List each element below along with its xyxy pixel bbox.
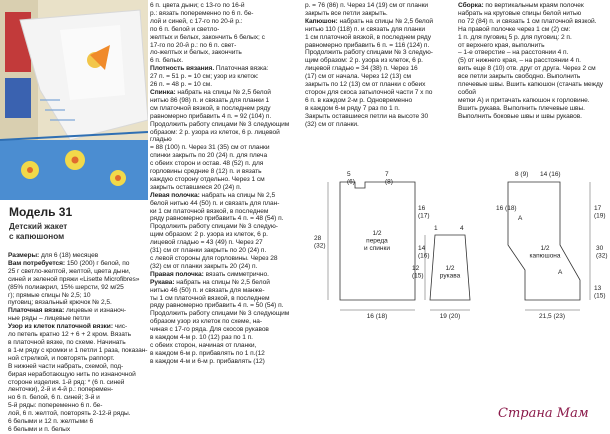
text-line bbox=[150, 176, 300, 184]
line-text: (5) от нижнего края, – на расстоянии 4 п. bbox=[458, 57, 581, 65]
line-text: чис- bbox=[112, 323, 128, 331]
line-text: Платочная вязка: bbox=[214, 65, 269, 73]
line-text: образом: 2 р. узора из клеток, 6 р. лицевой гладью bbox=[150, 128, 282, 144]
line-text: нитью 86 (98) п. и связать для планки 1 bbox=[150, 96, 270, 104]
line-text: равномерно прибавить 6 п. = 116 (124) п. bbox=[305, 41, 430, 49]
text-line bbox=[8, 307, 148, 315]
text-line bbox=[458, 73, 608, 81]
hood-width-label: 21,5 (23) bbox=[538, 313, 566, 320]
text-line bbox=[150, 152, 300, 160]
text-line bbox=[8, 339, 148, 347]
text-line bbox=[150, 129, 300, 145]
text-line bbox=[150, 34, 300, 42]
text-line bbox=[8, 299, 148, 307]
text-line bbox=[150, 2, 300, 10]
text-line bbox=[8, 268, 148, 276]
text-line bbox=[458, 42, 608, 50]
line-text: 26 п. = 48 р. = 10 см. bbox=[150, 81, 212, 89]
instructions-column-3 bbox=[305, 2, 450, 129]
section-heading: Спинка: bbox=[150, 88, 176, 96]
section-heading: Правая полочка: bbox=[150, 270, 204, 278]
line-text: равномерно прибавить 4 п. = 92 (104) п. bbox=[150, 112, 272, 120]
line-text: набрать на спицы № 2,5 bbox=[199, 191, 276, 199]
product-photo bbox=[0, 0, 148, 200]
line-text: стороне изделия. 1-й ряд: * (6 п. синей bbox=[8, 378, 125, 386]
line-text: ты 1 см платочной вязкой, в последнем bbox=[150, 294, 270, 302]
text-line bbox=[305, 65, 450, 73]
text-line bbox=[8, 284, 148, 292]
line-text: лой, 6 п. желтой, повторять 2-12-й ряды. bbox=[8, 410, 131, 418]
line-text: Продолжить работу спицами № 3 следую- bbox=[305, 49, 433, 57]
text-line bbox=[150, 160, 300, 168]
line-text: (31) см от планки закрыть по 20 (24) п. bbox=[150, 247, 267, 255]
hood-upper-height-label: 17 (19) bbox=[594, 205, 606, 220]
line-text: 6 п. цвета дыни; с 13-го по 16-й bbox=[150, 2, 245, 9]
back-upper-height-label: 16 (17) bbox=[418, 205, 430, 220]
section-heading: Капюшон: bbox=[305, 17, 338, 25]
text-line bbox=[150, 239, 300, 247]
neck-width-label: 5 (6) bbox=[347, 171, 355, 186]
sleeve-height-label: 12 (15) bbox=[412, 265, 424, 280]
sleeve-label: 1/2 рукава bbox=[439, 265, 461, 280]
text-line bbox=[305, 73, 450, 81]
text-line bbox=[150, 271, 300, 279]
text-line bbox=[150, 184, 300, 192]
back-width-label: 16 (18) bbox=[366, 313, 388, 320]
line-text: закрыть все петли закрыть. bbox=[305, 9, 388, 17]
text-line bbox=[305, 26, 450, 34]
line-text: (32) см от планки. bbox=[305, 120, 359, 128]
text-line bbox=[8, 426, 148, 434]
text-line bbox=[305, 81, 450, 89]
instructions-column-1 bbox=[8, 252, 148, 434]
line-text: ло петель кратно 12 + 6 + 2 кром. Вязать bbox=[8, 331, 132, 339]
hood-top-width-2-label: 14 (16) bbox=[540, 171, 561, 178]
text-line bbox=[150, 350, 300, 358]
section-heading: Платочная вязка: bbox=[8, 307, 65, 315]
line-text: ные ряды – лицевые петли bbox=[8, 315, 90, 323]
back-label: 1/2 переда и спинки bbox=[364, 230, 390, 252]
line-text: (85% полиакрил, 15% шерсти, 92 м/25 bbox=[8, 283, 124, 291]
text-line bbox=[305, 34, 450, 42]
line-text: в каждом 4-м р. 10 (12) раз по 1 п. bbox=[150, 334, 253, 342]
line-text: нитью 46 (50) п. и связать для манже- bbox=[150, 286, 265, 294]
line-text: ленточки), 2-й и 4-й р.: поперемен- bbox=[8, 386, 114, 394]
line-text: лицевой гладью = 34 (38) п. Через 16 bbox=[305, 65, 418, 73]
line-text: 6 п. в каждом 2-м р. Одновременно bbox=[305, 96, 413, 104]
text-line bbox=[150, 334, 300, 342]
line-text: На правой полочке через 1 см (2) см: bbox=[458, 25, 571, 33]
text-line bbox=[150, 113, 300, 121]
hood-mark-a: A bbox=[518, 215, 523, 222]
text-line bbox=[150, 65, 300, 73]
line-text: ки 1 см платочной вязкой, в последнем bbox=[150, 207, 269, 215]
line-text: ряду равномерно прибавить 4 п. = 50 (54) п. bbox=[150, 302, 284, 310]
text-line bbox=[150, 192, 300, 200]
text-line bbox=[305, 10, 450, 18]
hood-top-width-label: 8 (9) bbox=[515, 171, 529, 178]
text-line bbox=[8, 260, 148, 268]
line-text: набрать на спицы № 2,5 белой bbox=[337, 17, 434, 25]
line-text: в каждом 4-м и 6-м р. прибавлять (12) bbox=[150, 357, 265, 365]
model-subtitle: Детский жакет с капюшоном bbox=[9, 222, 68, 241]
line-text: р. = 76 (86) п. Через 14 (19) см от планки bbox=[305, 2, 429, 9]
hood-label: 1/2 капюшона bbox=[529, 245, 561, 260]
text-line bbox=[150, 247, 300, 255]
line-text: см платочной вязкой, в последнем ряду bbox=[150, 104, 271, 112]
text-line bbox=[150, 287, 300, 295]
back-lower-height-label: 14 (16) bbox=[418, 245, 430, 260]
section-heading: Сборка: bbox=[458, 2, 484, 9]
line-text: горловины средние 8 (12) п. и вязать bbox=[150, 168, 262, 176]
line-text: 5-й ряды: попеременно 6 п. бе- bbox=[8, 402, 103, 410]
text-line bbox=[150, 121, 300, 129]
text-line bbox=[305, 2, 450, 10]
line-text: с обеих сторон и остав. 48 (52) п. для bbox=[150, 160, 264, 168]
line-text: Продолжить работу спицами № 3 следующим bbox=[150, 310, 290, 318]
section-heading: Вам потребуется: bbox=[8, 259, 66, 267]
text-line bbox=[150, 318, 300, 326]
instructions-column-4 bbox=[458, 2, 608, 121]
section-heading: Рукава: bbox=[150, 278, 175, 286]
line-text: нитью 110 (118) п. и связать для планки bbox=[305, 25, 425, 33]
line-text: по 72 (84) п. и связать 1 см платочной вязкой. bbox=[458, 17, 597, 25]
line-text: но 6 п. белой, 6 п. синей; 3-й и bbox=[8, 394, 100, 402]
text-line bbox=[150, 10, 300, 18]
text-line bbox=[150, 73, 300, 81]
line-text: р.: вязать попеременно по 6 п. бе- bbox=[150, 9, 254, 17]
text-line bbox=[8, 323, 148, 331]
text-line bbox=[150, 57, 300, 65]
line-text: 1 см платочной вязкой, в последнем ряду bbox=[305, 33, 431, 41]
text-line bbox=[8, 355, 148, 363]
text-line bbox=[458, 113, 608, 121]
text-line bbox=[458, 26, 608, 34]
text-line bbox=[305, 18, 450, 26]
line-text: лой и синей, с 17-го по 20-й р.: bbox=[150, 17, 243, 25]
line-text: лицевые и изнаноч- bbox=[64, 307, 127, 315]
watermark-text: Страна Мам bbox=[498, 406, 589, 421]
line-text: г); прямые спицы № 2,5; 10 bbox=[8, 291, 91, 299]
line-text: чиная с 17-го ряда. Для скосов рукавов bbox=[150, 326, 269, 334]
line-text: белой нитью 44 (50) п. и связать для план- bbox=[150, 199, 280, 207]
line-text: в каждом 6-м ряду 7 раз по 1 п. bbox=[305, 104, 400, 112]
line-text: ряду равномерно прибавить 4 п. = 48 (54) п. bbox=[150, 215, 284, 223]
sleeve-width-label: 19 (20) bbox=[439, 313, 461, 320]
text-line bbox=[458, 18, 608, 26]
text-line bbox=[150, 279, 300, 287]
line-text: 17-го по 20-й р.: по 6 п. свет- bbox=[150, 41, 237, 49]
section-heading: Левая полочка: bbox=[150, 191, 200, 199]
line-text: 150 (200) г белой, по bbox=[65, 259, 130, 267]
hood-height-label: 30 (32) bbox=[596, 245, 608, 260]
line-text: вязать симметрично. bbox=[203, 270, 269, 278]
line-text: набрать на спицы № 2,5 белой bbox=[174, 278, 270, 286]
line-text: синей и зеленой пряжи «Lisette Microfibres» bbox=[8, 275, 140, 283]
line-text: Продолжить работу спицами № 3 следую- bbox=[150, 223, 278, 231]
text-line bbox=[305, 113, 450, 121]
text-line bbox=[305, 105, 450, 113]
hood-mark-a-2: A bbox=[558, 269, 563, 276]
line-text: с левой стороны для горловины. Через 28 bbox=[150, 255, 278, 262]
line-text: 6 п. белых. bbox=[150, 57, 184, 65]
text-line bbox=[8, 315, 148, 323]
text-line bbox=[150, 263, 300, 271]
line-text: набрать на круговые спицы белой нитью bbox=[458, 9, 582, 17]
text-line bbox=[305, 89, 450, 97]
text-line bbox=[150, 18, 300, 26]
line-text: желтых и белых, закончить 6 белых; с bbox=[150, 33, 265, 41]
text-line bbox=[458, 105, 608, 113]
text-line bbox=[150, 342, 300, 350]
line-text: для 6 (18) месяцев bbox=[39, 252, 99, 259]
line-text: Выполнить боковые швы и швы рукавов. bbox=[458, 112, 582, 120]
text-line bbox=[150, 255, 300, 263]
instructions-column-2 bbox=[150, 2, 300, 366]
line-text: пуговиц; вязальный крючок № 2,5. bbox=[8, 299, 112, 307]
line-text: набрать на спицы № 2,5 белой bbox=[175, 88, 271, 96]
text-line bbox=[150, 97, 300, 105]
pattern-schematic bbox=[300, 150, 610, 340]
hood-outline bbox=[508, 182, 580, 300]
line-text: 25 г светло-желтой, желтой, цвета дыни, bbox=[8, 267, 131, 275]
line-text: щим образом: 2 р. узора из клеток, 6 р. bbox=[150, 231, 268, 239]
text-line bbox=[150, 81, 300, 89]
line-text: образом узор из клеток по схеме, на- bbox=[150, 318, 263, 326]
line-text: сторон для скоса затылочной части 7 х по bbox=[305, 88, 433, 96]
sleeve-top-label: 4 bbox=[460, 225, 464, 232]
text-line bbox=[458, 2, 608, 10]
text-line bbox=[8, 363, 148, 371]
line-text: Вшить рукава. Выполнить плечевые швы. bbox=[458, 104, 585, 112]
model-title: Модель 31 bbox=[9, 205, 73, 219]
line-text: от верхнего края, выполнить bbox=[458, 41, 545, 49]
hood-lower-height-label: 13 (15) bbox=[594, 285, 606, 300]
text-line bbox=[150, 105, 300, 113]
line-text: метки А) и притачать капюшон к горловине. bbox=[458, 96, 590, 104]
line-text: ло-желтых и белых, закончить bbox=[150, 49, 242, 57]
section-heading: Плотность вязания. bbox=[150, 65, 215, 73]
line-text: по 6 п. белой и светло- bbox=[150, 25, 220, 33]
line-text: в каждом 6-м р. прибавлять по 1 п.(12 bbox=[150, 349, 265, 357]
line-text: вить еще 8 (10) отв. друг от друга. Через 2 см bbox=[458, 65, 596, 73]
text-line bbox=[458, 34, 608, 42]
line-text: 6 белыми и 12 п. желтыми 6 bbox=[8, 418, 94, 426]
line-text: плечевые швы. Вшить капюшон (стачать между собой bbox=[458, 81, 605, 96]
shoulder-width-label: 7 (8) bbox=[385, 171, 393, 186]
line-text: (17) см от начала. Через 12 (13) см bbox=[305, 73, 411, 81]
sleeve-cuff-label: 1 bbox=[434, 225, 438, 232]
text-line bbox=[150, 168, 300, 176]
section-heading: Узор из клеток платочной вязки: bbox=[8, 323, 113, 331]
text-line bbox=[150, 144, 300, 152]
text-line bbox=[458, 65, 608, 73]
line-text: – 1-е отверстие – на расстоянии 4 п. bbox=[458, 49, 569, 57]
line-text: в 1-м ряду с кромки и 1 петли 1 раза, показан- bbox=[8, 346, 148, 354]
line-text: спинки закрыть по 20 (24) п. для плеча bbox=[150, 152, 268, 160]
line-text: по вертикальным краям полочек bbox=[483, 2, 584, 9]
text-line bbox=[8, 252, 148, 260]
line-text: Продолжить работу спицами № 3 следующим bbox=[150, 120, 290, 128]
text-line bbox=[458, 81, 608, 97]
text-line bbox=[458, 49, 608, 57]
text-line bbox=[8, 331, 148, 339]
section-heading: Размеры: bbox=[8, 252, 40, 259]
line-text: щим образом: 2 р. узора из клеток, 6 р. bbox=[305, 57, 423, 65]
text-line bbox=[458, 97, 608, 105]
line-text: лицевой гладью = 43 (49) п. Через 27 bbox=[150, 239, 263, 247]
line-text: каждую сторону отдельно. Через 1 см bbox=[150, 175, 265, 183]
line-text: 1 п. для пуговиц 5 р. для пуговиц: 2 п. bbox=[458, 33, 572, 41]
text-line bbox=[150, 26, 300, 34]
text-line bbox=[150, 200, 300, 208]
text-line bbox=[305, 97, 450, 105]
pattern-diagram bbox=[300, 150, 610, 340]
text-line bbox=[305, 121, 450, 129]
text-line bbox=[8, 371, 148, 379]
text-line bbox=[150, 89, 300, 97]
hood-side-label: 16 (18) bbox=[496, 205, 517, 212]
line-text: ной стрелкой, и повторять раппорт. bbox=[8, 354, 115, 362]
line-text: бирая неработающую нить по изнаночной bbox=[8, 370, 136, 378]
text-line bbox=[150, 326, 300, 334]
text-line bbox=[458, 10, 608, 18]
text-line bbox=[150, 231, 300, 239]
text-line bbox=[8, 418, 148, 426]
line-text: (32) см от планки закрыть 20 (24) п. bbox=[150, 262, 258, 270]
back-height-label: 28 (32) bbox=[314, 235, 326, 250]
text-line bbox=[150, 358, 300, 366]
line-text: Закрыть оставшиеся петли на высоте 30 bbox=[305, 112, 429, 120]
line-text: с обеих сторон, начиная от планки, bbox=[150, 341, 257, 349]
text-line bbox=[8, 276, 148, 284]
photo-illustration bbox=[0, 0, 148, 200]
line-text: закрыть по 12 (13) см от планки с обеих bbox=[305, 81, 426, 89]
line-text: 6 белыми и п. белых bbox=[8, 425, 71, 433]
line-text: = 88 (100) п. Через 31 (35) см от планки bbox=[150, 144, 270, 152]
text-line bbox=[8, 410, 148, 418]
text-line bbox=[8, 402, 148, 410]
line-text: в платочной вязке, по схеме. Начинать bbox=[8, 338, 126, 346]
text-line bbox=[8, 347, 148, 355]
line-text: В нижней части набрать, схемой, под- bbox=[8, 362, 124, 370]
line-text: закрыть оставшиеся 20 (24) п. bbox=[150, 183, 242, 191]
line-text: все петли закрыть свободно. Выполнить bbox=[458, 73, 581, 81]
line-text: 27 п. = 51 р. = 10 см; узор из клеток: bbox=[150, 73, 259, 81]
text-line bbox=[458, 57, 608, 65]
